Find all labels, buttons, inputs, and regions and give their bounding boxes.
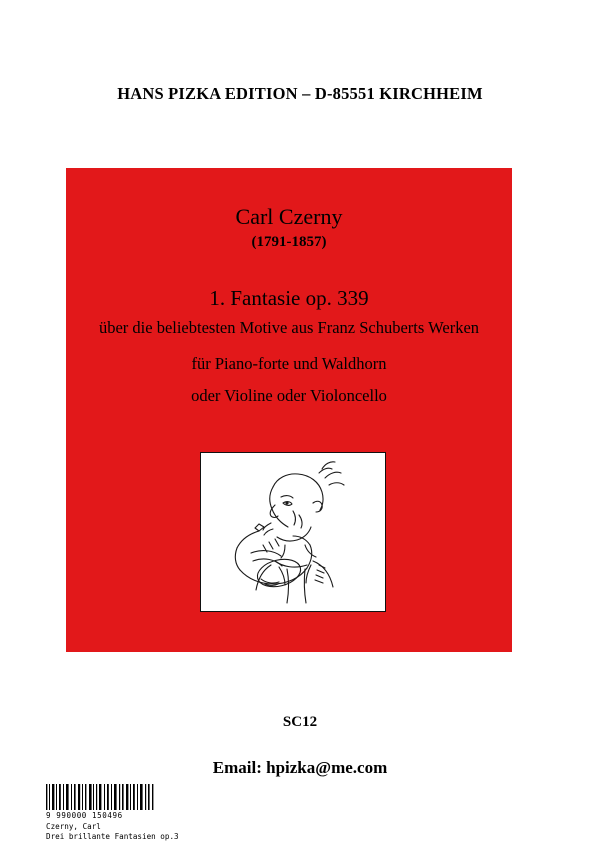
cover-red-panel [66,168,512,652]
barcode-digits: 9 990000 150496 [46,811,123,820]
barcode-caption-line-2: Drei brillante Fantasien op.3 [46,832,179,842]
composer-dates: (1791-1857) [251,234,327,250]
work-subtitle-alternatives: oder Violine oder Violoncello [191,386,387,405]
work-subtitle-source: über die beliebtesten Motive aus Franz Schuberts Werken [98,318,480,337]
work-subtitle-instrumentation: für Piano-forte und Waldhorn [191,354,387,373]
horn-player-illustration [200,452,386,612]
barcode-caption-line-1: Czerny, Carl [46,822,101,831]
publisher-header: HANS PIZKA EDITION – D-85551 KIRCHHEIM [117,84,483,103]
catalogue-number: SC12 [282,714,318,730]
email-line: Email: hpizka@me.com [212,758,388,777]
barcode-icon [46,784,154,810]
horn-player-icon [201,453,385,611]
composer-name: Carl Czerny [235,204,343,229]
barcode-block [46,784,266,843]
work-title: 1. Fantasie op. 339 [209,286,369,310]
